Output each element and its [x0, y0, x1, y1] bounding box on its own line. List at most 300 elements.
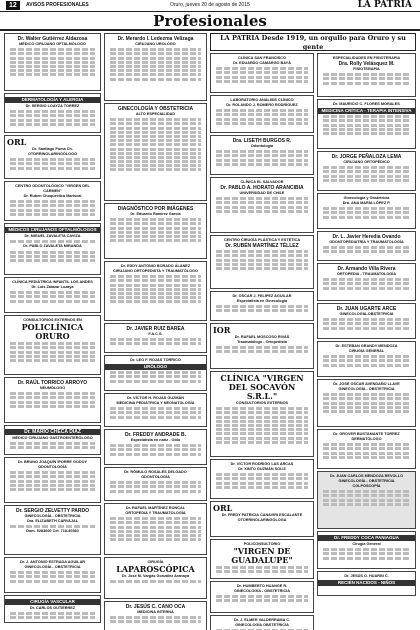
ad-title: Dr. MARIO CHECA DÍAZ [5, 429, 100, 435]
ad-checa [4, 425, 101, 455]
text-line-placeholder [110, 52, 201, 55]
text-line-placeholder [110, 448, 201, 451]
ad-ruiz-barea [104, 323, 207, 353]
text-line-placeholder [10, 471, 95, 474]
banner-slogan: LA PATRIA Desde 1919, un orgullo para Oruro y su gente [220, 34, 406, 51]
text-line-placeholder [110, 122, 201, 125]
ad-andrade [104, 429, 207, 465]
ad-title: POLICONSULTORIO [243, 542, 281, 546]
ad-title: Dr. L. Javier Heredia Ovando [332, 234, 401, 240]
ad-title: Dr. JOSÉ OSCAR AVENDAÑO LLAVE [333, 382, 400, 386]
section-name: AVISOS PROFESIONALES [26, 2, 89, 8]
text-line-placeholder [216, 477, 308, 480]
ad-title: Dr. OSCAR J. FELIPEZ AGUILAR [232, 294, 292, 298]
text-line-placeholder [110, 156, 201, 159]
ad-subtitle: URÓLOGO [105, 364, 206, 370]
text-line-placeholder [110, 160, 201, 163]
text-line-placeholder [216, 309, 308, 312]
ad-subtitle: Dr. PABLO A. HORATO ARANCIBIA [220, 185, 304, 191]
text-line-placeholder [10, 475, 95, 478]
ad-title: GINECOLOGÍA Y OBSTETRICIA [117, 106, 194, 112]
ad-title: Dr. JORGE PEÑALOZA LEMA [331, 154, 402, 160]
ad-estrada [4, 557, 101, 593]
text-line-placeholder [323, 355, 410, 358]
text-line-placeholder [323, 246, 410, 249]
text-line-placeholder [216, 259, 308, 262]
ad-title: CIRUGÍA [147, 560, 164, 564]
text-line-placeholder [216, 197, 308, 200]
text-line-placeholder [10, 346, 95, 349]
ad-subtitle: MÉDICO CIRUJANO OFTALMÓLOGO [19, 42, 86, 46]
text-line-placeholder [10, 442, 95, 445]
text-line-placeholder [216, 109, 308, 112]
ad-title: Dr. Armando Villa Rivera [337, 266, 396, 272]
text-line-placeholder [323, 82, 410, 85]
text-line-placeholder [216, 473, 308, 476]
ad-cirugia-plastica [210, 235, 314, 289]
text-line-placeholder [323, 128, 410, 131]
text-line-placeholder [10, 119, 95, 122]
ad-title: CENTRO ODONTOLÓGICO "VIRGEN DEL CARMEN" [15, 184, 90, 193]
text-line-placeholder [110, 218, 201, 221]
issue-date: Oruro, jueves 20 de agosto de 2015 [170, 2, 250, 8]
ad-subtitle: NEUMÓLOGO [39, 386, 66, 390]
ad-bustamante [317, 429, 416, 469]
ad-specialty: OTORRINOLARINGÓLOGA [237, 518, 287, 522]
ad-huange [210, 581, 314, 613]
text-line-placeholder [10, 240, 95, 243]
text-line-placeholder [110, 538, 201, 541]
ad-iporre [4, 457, 101, 503]
text-line-placeholder [110, 288, 201, 291]
text-line-placeholder [110, 517, 201, 520]
text-line-placeholder [216, 80, 308, 83]
ad-subtitle-2: Dra. ELIZABETH CARVAJAL [26, 519, 79, 523]
ad-subtitle: GINECOLOGÍA - OBSTETRICIA [338, 387, 395, 391]
text-line-placeholder [110, 57, 201, 60]
ad-subtitle: Odontología [250, 144, 274, 148]
ad-heredia [317, 231, 416, 261]
column-4 [317, 53, 416, 628]
ad-title: Dr. VÍCTOR RODRIGO LAS ARCAS [230, 462, 294, 466]
ad-zavaleta [4, 223, 101, 275]
text-line-placeholder [323, 548, 410, 551]
ad-title: DERMATOLOGÍA Y ALERGIA [5, 97, 100, 103]
ad-ugarte [317, 303, 416, 339]
text-line-placeholder [110, 118, 201, 121]
text-line-placeholder [10, 295, 95, 298]
ad-cirugia-vascular [4, 595, 101, 623]
ad-title: CENTRO CIRUGÍA PLÁSTICA Y ESTÉTICA [223, 238, 301, 242]
ad-phone: Dom. 5283600 Cel. 718-40360 [26, 529, 79, 534]
ad-martinez-roncal [104, 503, 207, 555]
text-line-placeholder [110, 444, 201, 447]
column-2 [104, 33, 207, 628]
text-line-placeholder [110, 135, 201, 138]
ad-subtitle: Cirugía General [352, 542, 381, 546]
ad-subtitle: Dra. Rolly Velásquez M. [338, 61, 395, 67]
text-line-placeholder [110, 292, 201, 295]
ad-title: Dr. JUAN UGARTE ARCE [336, 306, 397, 312]
ad-title: Dr. FREDDY ANDRADE B. [124, 432, 187, 438]
orl-logo: ORL [213, 503, 233, 513]
text-line-placeholder [323, 359, 410, 362]
text-line-placeholder [110, 127, 201, 130]
text-line-placeholder [216, 154, 308, 157]
text-line-placeholder [110, 69, 201, 72]
ad-subtitle: Dra. ANA MARÍA LÓPEZ P. [342, 201, 391, 205]
ad-subtitle: Dr. SERGIO LOAYZA TORREZ [25, 104, 80, 108]
ad-el-salvador [210, 177, 314, 233]
text-line-placeholder [10, 446, 95, 449]
ad-subtitle: CIRUJANO UROLÓGO [135, 42, 176, 46]
text-line-placeholder [110, 338, 201, 341]
text-line-placeholder [110, 139, 201, 142]
ad-grandy [317, 341, 416, 377]
text-line-placeholder [10, 300, 95, 303]
ad-subtitle: GINECOLOGÍA - OBSTETRICIA [338, 479, 395, 483]
ad-subtitle: Dr. Santiago Poma Ch. [32, 147, 73, 151]
text-line-placeholder [216, 411, 308, 414]
text-line-placeholder [110, 530, 201, 533]
text-line-placeholder [110, 616, 201, 619]
text-line-placeholder [216, 486, 308, 489]
ad-title: Dr. ESTEBAN GRANDY MENDOZA [335, 344, 398, 348]
text-line-placeholder [216, 206, 308, 209]
ad-title: MÉDICOS CIRUJANOS OFTALMÓLOGOS [5, 227, 100, 233]
text-line-placeholder [10, 255, 95, 258]
ad-subtitle: Dr. MIGUEL ZAVALETA CAVIZA [24, 234, 81, 238]
text-line-placeholder [323, 250, 410, 253]
ad-subtitle: CIRUJANO ORTOPEDISTA Y TRAUMATÓLOGO [113, 269, 198, 273]
ad-subtitle: ALTO ESPECIALIDAD [135, 112, 176, 116]
text-line-placeholder [323, 494, 410, 497]
newspaper-banner [210, 33, 416, 51]
text-line-placeholder [110, 143, 201, 146]
text-line-placeholder [216, 163, 308, 166]
ad-subtitle: MEDICINA INTERNA [137, 610, 174, 614]
text-line-placeholder [110, 407, 201, 410]
text-line-placeholder [110, 490, 201, 493]
text-line-placeholder [10, 61, 95, 64]
text-line-placeholder [110, 375, 201, 378]
text-line-placeholder [110, 48, 201, 51]
ad-title: Dr. EDDY ANTONIO BORADO ÁLANEZ [120, 264, 191, 268]
ad-subtitle: Dr. Luis Zalazar Lozaya [31, 285, 74, 289]
text-line-placeholder [323, 557, 410, 560]
ad-headline: POLICLÍNICA ORURO [21, 322, 84, 341]
ad-orl-poma [4, 135, 101, 179]
text-line-placeholder [110, 300, 201, 303]
text-line-placeholder [10, 69, 95, 72]
ad-felipez [210, 291, 314, 321]
ad-subtitle: F.A.C.S. [148, 332, 163, 336]
text-line-placeholder [110, 580, 201, 583]
ad-subtitle: Dr. RAFAEL MOSCOSO RIVAS [234, 335, 290, 339]
text-line-placeholder [10, 48, 95, 51]
text-line-placeholder [110, 164, 201, 167]
ad-title: Dr. FREDDY COCA PANIAGUA [318, 535, 415, 541]
ad-subtitle: CIRUGÍA GENERAL [348, 349, 385, 353]
ad-subtitle: ODONTOPEDIATRÍA Y TRAUMATOLOGÍA [329, 240, 404, 244]
ad-cano [104, 601, 207, 630]
text-line-placeholder [216, 416, 308, 419]
text-line-placeholder [216, 420, 308, 423]
text-line-placeholder [110, 534, 201, 537]
ad-subtitle: Dr. RUBÉN MARTÍNEZ TÉLLEZ [225, 243, 299, 249]
ad-canaviri [210, 501, 314, 537]
text-line-placeholder [216, 150, 308, 153]
ad-headline: LAPAROSCÓPICA [116, 564, 195, 574]
ad-flores-morales [317, 99, 416, 149]
ad-subtitle: GINECOLOGÍA-OBSTETRICIA [339, 312, 394, 316]
ad-diagnostico-imagenes [104, 203, 207, 259]
text-line-placeholder [110, 411, 201, 414]
ad-subtitle: ODONTOLOGÍA [141, 475, 170, 479]
text-line-placeholder [323, 452, 410, 455]
text-line-placeholder [110, 521, 201, 524]
orl-logo: ORL [7, 137, 27, 147]
text-line-placeholder [216, 407, 308, 410]
ad-avendano [317, 379, 416, 427]
ad-torrico [4, 377, 101, 423]
ad-ledezma [104, 33, 207, 101]
text-line-placeholder [10, 484, 95, 487]
ad-title: Dr. VÍCTOR H. ROJAS GUZMÁN [126, 396, 185, 400]
ad-title: Dr. JAVIER RUIZ BAREA [126, 326, 185, 332]
text-line-placeholder [216, 350, 308, 353]
ad-coca-paniagua [317, 531, 416, 569]
ad-title: Dr. RAFAEL MARTÍNEZ RONCAL [125, 506, 186, 510]
ad-title: Dr. JESÚS C. CANO OCA [125, 604, 186, 610]
text-line-placeholder [110, 485, 201, 488]
text-line-placeholder [216, 263, 308, 266]
text-line-placeholder [10, 204, 95, 207]
ad-specialty: OTORRINOLARINGÓLOGO [27, 152, 78, 156]
text-line-placeholder [110, 279, 201, 282]
ad-subtitle: GINECOLOGÍA - OBSTETRICIA [24, 565, 81, 569]
text-line-placeholder [110, 78, 201, 81]
text-line-placeholder [323, 119, 410, 122]
text-line-placeholder [216, 201, 308, 204]
text-line-placeholder [110, 620, 201, 623]
ad-title: Dr. Merardo I. Ledezma Velizaga [117, 36, 194, 42]
ad-leo-rojas [104, 355, 207, 391]
page-header [0, 0, 420, 12]
text-line-placeholder [216, 437, 308, 440]
text-line-placeholder [110, 526, 201, 529]
text-line-placeholder [323, 170, 410, 173]
ad-subtitle: MÉDICO CIRUJANO GASTROENTERÓLOGO [12, 436, 93, 440]
ad-subtitle: Dr. XINTO GUZMÁN SOLIZ [238, 467, 286, 471]
ad-fisioterapia [317, 53, 416, 97]
text-line-placeholder [10, 342, 95, 345]
ad-subtitle: ORTOPEDIA Y TRAUMATOLOGÍA [125, 511, 186, 515]
text-line-placeholder [323, 456, 410, 459]
ad-subtitle: CONSULTORIOS EXTERNOS [235, 401, 289, 405]
page-title: Profesionales [153, 12, 267, 30]
ad-title: Dr. JESÚS O. HUARIN C. [344, 574, 389, 578]
ad-subtitle: ORTOPEDIA - TRAUMATOLOGÍA [336, 272, 397, 276]
text-line-placeholder [10, 612, 95, 615]
text-line-placeholder [323, 132, 410, 135]
text-line-placeholder [323, 490, 410, 493]
text-line-placeholder [110, 416, 201, 419]
ad-virgen-del-socavon [210, 371, 314, 457]
text-line-placeholder [216, 595, 308, 598]
ad-guadalupe [210, 539, 314, 579]
text-line-placeholder [323, 124, 410, 127]
text-line-placeholder [323, 499, 410, 502]
ad-borado [104, 261, 207, 321]
text-line-placeholder [216, 159, 308, 162]
ad-villa-rivera [317, 263, 416, 301]
text-line-placeholder [216, 346, 308, 349]
ad-subtitle: Dr. José M. Vargas González Aranaya [121, 574, 190, 578]
text-line-placeholder [323, 282, 410, 285]
text-line-placeholder [323, 443, 410, 446]
ad-subtitle-2: UNIVERSIDAD DE CHILE [239, 191, 285, 195]
text-line-placeholder [110, 239, 201, 242]
ad-valderrama [210, 615, 314, 630]
text-line-placeholder [10, 65, 95, 68]
text-line-placeholder [110, 371, 201, 374]
text-line-placeholder [110, 284, 201, 287]
text-line-placeholder [10, 123, 95, 126]
ad-title: Dr. RAÚL TORRICO ARROYO [17, 380, 88, 386]
text-line-placeholder [216, 570, 308, 573]
ad-subtitle: Dr. Ruben Choquevilca Mariscal [23, 194, 82, 198]
text-line-placeholder [216, 267, 308, 270]
ad-title: Dr. RÓMULO ROSALES DELGADO [124, 470, 187, 474]
ad-title: Ginecología y Obstetricia [343, 196, 390, 200]
text-line-placeholder [110, 380, 201, 383]
ad-title: Dr. BRUNO JOAQUÍN IPORRE GODOY [17, 460, 88, 464]
ad-title: DIAGNÓSTICO POR IMÁGENES [117, 206, 194, 212]
text-line-placeholder [10, 52, 95, 55]
text-line-placeholder [10, 251, 95, 254]
text-line-placeholder [323, 73, 410, 76]
text-line-placeholder [323, 393, 410, 396]
ad-title: CONSULTORIOS EXTERNOS EN [23, 318, 82, 322]
ad-ana-maria-lopez [317, 193, 416, 229]
ior-logo: IOR [213, 325, 231, 335]
text-line-placeholder [216, 428, 308, 431]
text-line-placeholder [216, 210, 308, 213]
ad-title: ESPECIALIDADES EN FISIOTERAPIA [332, 56, 401, 60]
text-line-placeholder [110, 296, 201, 299]
ad-title: CLÍNICA EL SALVADOR [240, 180, 284, 184]
text-line-placeholder [10, 291, 95, 294]
ad-title: CIRUGÍA VASCULAR [5, 599, 100, 605]
text-line-placeholder [323, 410, 410, 413]
ad-subtitle: RECIÉN NACIDOS - NIÑOS [318, 580, 415, 586]
text-line-placeholder [216, 441, 308, 444]
text-line-placeholder [216, 122, 308, 125]
newspaper-brand: LA PATRIA [357, 0, 412, 10]
ad-victor-rojas [104, 393, 207, 427]
text-line-placeholder [110, 73, 201, 76]
column-3 [210, 53, 314, 628]
ad-title: CLÍNICA PEDIÁTRICA INFANTIL LOS ANDES [12, 280, 93, 284]
ad-dermatologia [4, 93, 101, 133]
text-line-placeholder [110, 453, 201, 456]
text-line-placeholder [216, 599, 308, 602]
ad-rosales [104, 467, 207, 501]
text-line-placeholder [110, 275, 201, 278]
ad-san-francisco [210, 53, 314, 93]
text-line-placeholder [10, 580, 95, 583]
text-line-placeholder [110, 481, 201, 484]
ad-specialty: FISIOTERAPIA [353, 67, 380, 71]
text-line-placeholder [323, 166, 410, 169]
text-line-placeholder [110, 222, 201, 225]
text-line-placeholder [323, 287, 410, 290]
ad-title: Dr. SERGIO ZELVETTY PARDO [15, 508, 90, 514]
text-line-placeholder [10, 396, 95, 399]
text-line-placeholder [110, 65, 201, 68]
text-line-placeholder [323, 322, 410, 325]
ad-title: Dr. MAURICIO C. FLORES MORALES [333, 102, 400, 106]
page-heading [0, 12, 420, 31]
ad-laboratorio [210, 95, 314, 133]
text-line-placeholder [323, 77, 410, 80]
ad-subtitle: MEDICINA PEDIÁTRICA Y NEONATOLOGÍA [116, 401, 195, 405]
text-line-placeholder [10, 110, 95, 113]
ad-subtitle: ODONTOLOGÍA [38, 465, 67, 469]
ad-virgen-del-carmen [4, 181, 101, 221]
ad-headline: CLÍNICA "VIRGEN DEL SOCAVÓN S.R.L." [220, 373, 304, 401]
text-line-placeholder [10, 167, 95, 170]
ad-title: Dr. Walter Gutiérrez Aldazosa [17, 36, 88, 42]
ad-subtitle: Dr. EDUARDO CAMARGO BAYÁ [233, 61, 291, 65]
text-line-placeholder [323, 397, 410, 400]
text-line-placeholder [10, 525, 95, 528]
text-line-placeholder [110, 342, 201, 345]
text-line-placeholder [10, 351, 95, 354]
column-1 [4, 33, 101, 628]
ad-subtitle: MEDICINA CRÍTICA - TERAPIA INTENSIVA [318, 108, 415, 114]
ad-subtitle: Especialista en nariz - Oído [130, 438, 181, 442]
text-line-placeholder [10, 616, 95, 619]
text-line-placeholder [10, 114, 95, 117]
ad-subtitle: CIRUJANO ORTOPÉDICO [343, 160, 390, 164]
text-line-placeholder [216, 76, 308, 79]
text-line-placeholder [216, 67, 308, 70]
ad-los-andes [4, 277, 101, 313]
text-line-placeholder [10, 158, 95, 161]
ad-subtitle: GINECOLOGÍA - OBSTETRICIA [234, 589, 290, 593]
text-line-placeholder [10, 488, 95, 491]
text-line-placeholder [10, 213, 95, 216]
text-line-placeholder [216, 113, 308, 116]
ad-moscoso [210, 323, 314, 369]
text-line-placeholder [110, 152, 201, 155]
ad-title: Dr. J. ELMER VALDERRAMA C. [233, 618, 291, 622]
text-line-placeholder [216, 432, 308, 435]
ad-subtitle: GINECOLOGÍA OBSTETRICIA [235, 623, 289, 627]
ad-specialty: COLPOSCOPÍA [352, 484, 381, 488]
text-line-placeholder [216, 254, 308, 257]
text-line-placeholder [323, 216, 410, 219]
ad-subtitle-2: Dr. PABLO ZAVALETA MIRANDA [23, 244, 82, 249]
text-line-placeholder [10, 405, 95, 408]
ad-title: Dr. J. ANTONIO ESTRADA AGUILAR [19, 560, 86, 564]
page-number: 12 [6, 1, 20, 10]
ad-las-arcas [210, 459, 314, 499]
text-line-placeholder [10, 209, 95, 212]
text-line-placeholder [323, 207, 410, 210]
